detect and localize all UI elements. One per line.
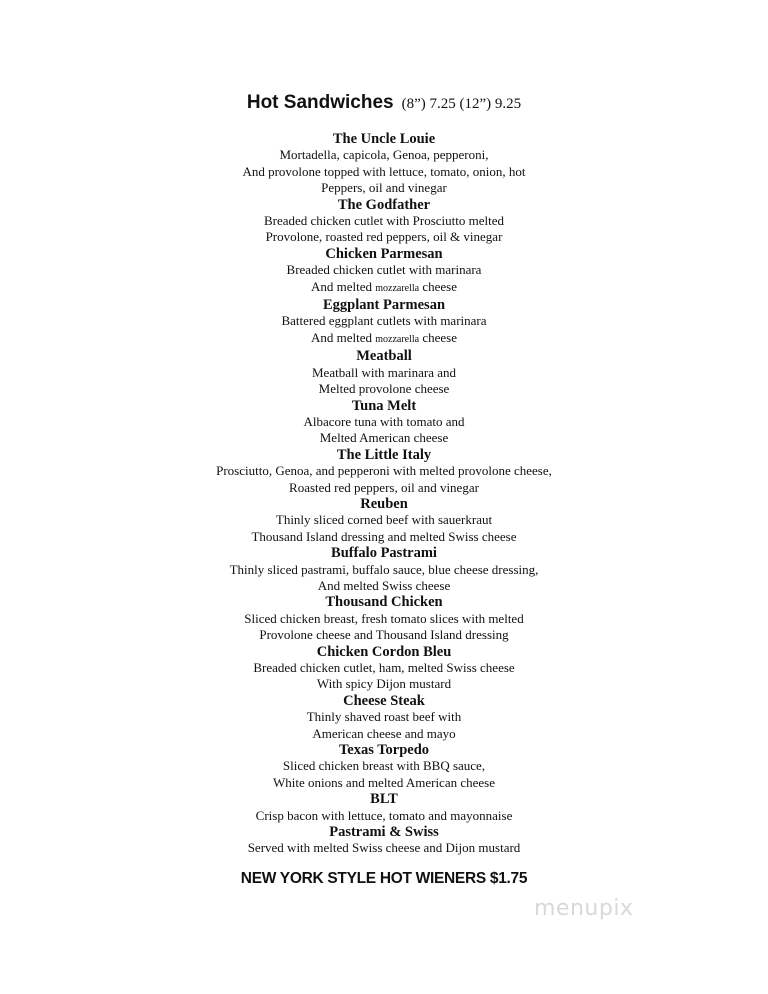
menu-item — [0, 545, 768, 594]
menu-item-description — [0, 775, 768, 791]
menu-item-description — [0, 381, 768, 397]
menu-item — [0, 447, 768, 496]
menu-item-name: Tuna Melt — [351, 397, 417, 414]
menu-item — [0, 693, 768, 742]
menu-item — [0, 496, 768, 545]
menu-item-description — [0, 529, 768, 545]
menu-item — [0, 644, 768, 693]
menu-item-description — [0, 562, 768, 578]
menu-item-name: Texas Torpedo — [338, 742, 430, 759]
description-text: Thousand Island dressing and melted Swiss cheese — [251, 528, 517, 544]
description-text: Provolone cheese and Thousand Island dressing — [259, 627, 509, 643]
menu-item-list — [0, 131, 768, 857]
menu-item-description — [0, 709, 768, 725]
description-text: Thinly shaved roast beef with — [306, 709, 462, 725]
menu-item — [0, 824, 768, 857]
description-text: With spicy Dijon mustard — [316, 676, 452, 692]
menu-item-name: Meatball — [356, 348, 412, 365]
description-text: Peppers, oil and vinegar — [321, 180, 447, 196]
description-text: Provolone, roasted red peppers, oil & vinegar — [265, 229, 503, 245]
menu-item-name: The Uncle Louie — [332, 131, 436, 147]
menu-item-description — [0, 213, 768, 229]
section-prices: (8”) 7.25 (12”) 9.25 — [401, 96, 522, 112]
menu-item-description — [0, 676, 768, 692]
description-text: And melted — [310, 329, 376, 345]
description-text: Meatball with marinara and — [311, 364, 457, 380]
menu-item — [0, 246, 768, 297]
description-text: Battered eggplant cutlets with marinara — [281, 313, 487, 329]
description-text: Breaded chicken cutlet, ham, melted Swiss cheese — [253, 660, 515, 675]
menu-item-name: Reuben — [360, 495, 408, 512]
menu-item — [0, 297, 768, 348]
menu-item-description — [0, 808, 768, 824]
description-text: Melted provolone cheese — [318, 381, 450, 397]
description-text: cheese — [419, 278, 457, 294]
menu-item-name: The Godfather — [337, 196, 431, 213]
section-title: Hot Sandwiches — [246, 92, 394, 113]
description-text: Thinly sliced pastrami, buffalo sauce, blue cheese dressing, — [229, 561, 539, 577]
menu-item-description — [0, 512, 768, 528]
menu-item-name: The Little Italy — [336, 446, 432, 463]
menu-item-description — [0, 262, 768, 278]
description-text: Prosciutto, Genoa, and pepperoni with melted provolone cheese, — [216, 463, 552, 479]
menu-item-description — [0, 313, 768, 329]
menu-item — [0, 131, 768, 197]
menu-item-description — [0, 365, 768, 381]
description-text: cheese — [419, 329, 457, 345]
description-text: Sliced chicken breast with BBQ sauce, — [282, 758, 486, 774]
menu-item — [0, 594, 768, 643]
menu-item-description — [0, 758, 768, 774]
menu-item-description — [0, 330, 768, 348]
menu-item-description — [0, 147, 768, 163]
menu-item-description — [0, 279, 768, 297]
description-text: American cheese and mayo — [312, 725, 456, 741]
menu-item-description — [0, 480, 768, 496]
description-text: And provolone topped with lettuce, tomato, onion, hot — [242, 163, 526, 179]
description-text: mozzarella — [375, 282, 420, 294]
menu-item-name: Chicken Cordon Bleu — [316, 643, 452, 660]
description-text: mozzarella — [375, 333, 420, 345]
menu-item-description — [0, 840, 768, 856]
description-text: Melted American cheese — [319, 430, 449, 446]
menu-item-description — [0, 611, 768, 627]
menu-item-name: Buffalo Pastrami — [331, 545, 437, 562]
menu-item — [0, 398, 768, 447]
menu-item — [0, 742, 768, 791]
menu-item-name: BLT — [370, 791, 398, 808]
description-text: Breaded chicken cutlet with Prosciutto melted — [263, 213, 505, 229]
description-text: Thinly sliced corned beef with sauerkraut — [275, 512, 493, 528]
menu-item-description — [0, 414, 768, 430]
menu-item-description — [0, 430, 768, 446]
menu-item-name: Pastrami & Swiss — [329, 824, 439, 841]
menu-item-name: Cheese Steak — [343, 692, 425, 709]
menu-item-name: Thousand Chicken — [325, 594, 443, 611]
description-text: Breaded chicken cutlet with marinara — [286, 262, 482, 278]
menu-item — [0, 197, 768, 246]
menu-item-description — [0, 726, 768, 742]
description-text: White onions and melted American cheese — [272, 774, 495, 790]
menu-item-name: Chicken Parmesan — [325, 245, 443, 262]
menu-item-description — [0, 627, 768, 643]
menu-item — [0, 348, 768, 397]
menu-item-description — [0, 660, 768, 676]
menu-item — [0, 791, 768, 824]
description-text: Sliced chicken breast, fresh tomato slices with melted — [244, 610, 524, 626]
footer-item: NEW YORK STYLE HOT WIENERS $1.75 — [240, 870, 528, 887]
description-text: Crisp bacon with lettuce, tomato and mayonnaise — [255, 807, 513, 823]
menu-header — [0, 92, 768, 114]
description-text: Albacore tuna with tomato and — [303, 413, 465, 429]
menu-item-description — [0, 164, 768, 180]
menu-item-description — [0, 229, 768, 245]
description-text: And melted Swiss cheese — [317, 577, 451, 593]
menu-item-description — [0, 180, 768, 196]
description-text: And melted — [310, 278, 376, 294]
description-text: Mortadella, capicola, Genoa, pepperoni, — [279, 147, 489, 163]
description-text: Roasted red peppers, oil and vinegar — [289, 479, 479, 495]
menu-item-description — [0, 578, 768, 594]
menu-item-name: Eggplant Parmesan — [322, 297, 446, 314]
description-text: Served with melted Swiss cheese and Dijon mustard — [247, 840, 521, 856]
watermark-logo: menupix — [534, 896, 634, 921]
menu-item-description — [0, 463, 768, 479]
